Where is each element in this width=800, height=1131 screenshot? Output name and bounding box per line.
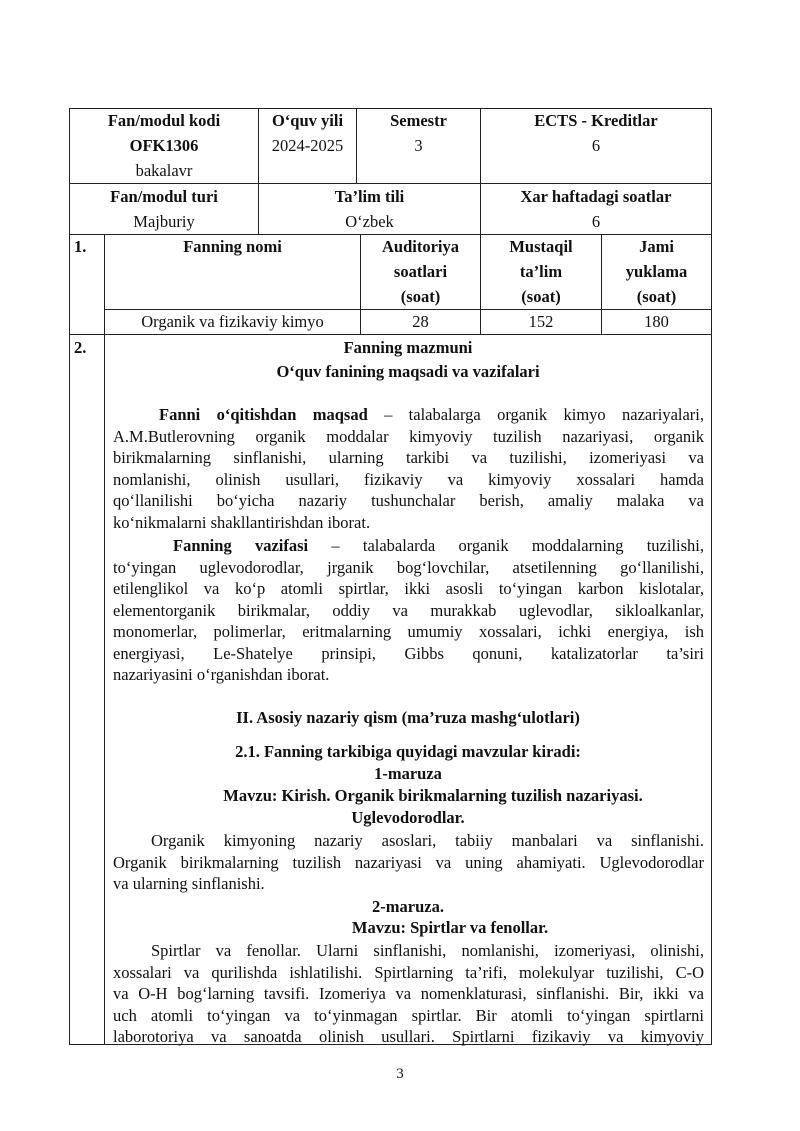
goal-paragraph xyxy=(113,404,704,533)
independent-hours-value: 152 xyxy=(528,312,554,331)
lecture1-line: va ularning sinflanishi. xyxy=(113,874,265,893)
weekly-hours-value: 6 xyxy=(591,212,601,231)
task-line: – talabalarda organik moddalarning tuzilishi, xyxy=(308,536,705,555)
lecture2-label: 2-maruza. xyxy=(372,897,444,916)
lecture2-paragraph xyxy=(113,940,704,1048)
total-l3: (soat) xyxy=(636,287,677,306)
section-title: Fanning mazmuni xyxy=(343,338,473,357)
total-l1: Jami xyxy=(639,237,674,256)
lecture1-topic-cont: Uglevodorodlar. xyxy=(351,808,465,827)
task-line: elementorganik birikmalar, oddiy va murakkab uglevodlar, sikloalkanlar, xyxy=(113,600,704,620)
subject-name-value: Organik va fizikaviy kimyo xyxy=(141,312,324,331)
lecture1-line: Organik kimyoning nazariy asoslari, tabiiy manbalari va sinflanishi. xyxy=(151,831,704,850)
goal-lead: Fanni o‘qitishdan maqsad xyxy=(159,405,368,424)
auditorium-l1: Auditoriya xyxy=(381,237,459,256)
total-l2: yuklama xyxy=(625,262,688,281)
task-lead: Fanning vazifasi xyxy=(173,536,309,555)
cell-total-load-header xyxy=(602,234,711,309)
task-line: energiyasi, Le-Shatelye prinsipi, Gibbs qonuni, katalizatorlar ta’siri xyxy=(113,643,704,663)
lecture2-line: uch atomli to‘yingan va to‘yinmagan spirtlar. Bir atomli to‘yingan spirtlarni xyxy=(113,1005,704,1025)
lecture2-line: Spirtlar va fenollar. Ularni sinflanishi, nomlanishi, izomeriyasi, olinishi, xyxy=(151,941,704,960)
module-code-value: OFK1306 xyxy=(129,136,199,155)
table-border-right xyxy=(711,108,712,1045)
row-number-1: 1. xyxy=(74,237,87,256)
task-paragraph xyxy=(113,535,704,686)
independent-l3: (soat) xyxy=(521,287,561,306)
cell-module-code xyxy=(70,108,258,183)
cell-language xyxy=(259,184,480,234)
lecture1-topic: Mavzu: Kirish. Organik birikmalarning tuzilish nazariyasi. xyxy=(223,786,643,805)
goal-line: qo‘llanilishi bo‘yicha nazariy tushunchalar berish, amaliy malaka va xyxy=(113,491,704,510)
lecture1-paragraph xyxy=(113,830,704,895)
goal-line: birikmalarning sinflanishi, ularning tarkibi va tuzilishi, izomeriyasi va xyxy=(113,448,704,467)
language-value: O‘zbek xyxy=(345,212,394,231)
lecture2-line: va O-H bog‘larning tavsifi. Izomeriya va nomenklaturasi, sinflanishi. Bir, ikki va xyxy=(113,984,704,1003)
task-line: etilenglikol va ko‘p atomli spirtlar, ikki asosli to‘yingan karbon kislotalar, xyxy=(113,579,704,598)
semester-label: Semestr xyxy=(390,111,447,130)
module-level: bakalavr xyxy=(135,161,193,180)
auditorium-l2: soatlari xyxy=(393,262,448,281)
module-type-value: Majburiy xyxy=(133,212,195,231)
auditorium-hours-value: 28 xyxy=(412,312,429,331)
lecture2-line: xossalari va qurilishda ishlatilishi. Spirtlarning ta’rifi, molekulyar tuzilishi, C-O xyxy=(113,962,704,982)
lecture1-label: 1-maruza xyxy=(374,764,442,783)
semester-value: 3 xyxy=(414,136,423,155)
table-border-left xyxy=(69,108,70,1045)
cell-independent-hours-header xyxy=(481,234,601,309)
task-line: nazariyasini o‘rganishdan iborat. xyxy=(113,665,330,684)
ects-value: 6 xyxy=(591,136,601,155)
part2-subtitle: 2.1. Fanning tarkibiga quyidagi mavzular kiradi: xyxy=(235,742,581,761)
goal-line: A.M.Butlerovning organik moddalar kimyoviy tuzilish nazariyasi, organik xyxy=(113,426,704,446)
total-load-value: 180 xyxy=(644,312,669,331)
module-type-label: Fan/modul turi xyxy=(110,187,218,206)
cell-module-type xyxy=(70,184,258,234)
auditorium-l3: (soat) xyxy=(400,287,441,306)
cell-auditorium-hours-header xyxy=(361,234,480,309)
academic-year-label: O‘quv yili xyxy=(271,111,344,130)
cell-ects xyxy=(481,108,711,158)
row-number-2: 2. xyxy=(74,338,87,357)
cell-semester xyxy=(357,108,480,158)
weekly-hours-label: Xar haftadagi soatlar xyxy=(520,187,672,206)
lecture2-topic: Mavzu: Spirtlar va fenollar. xyxy=(351,918,549,937)
section-subtitle: O‘quv fanining maqsadi va vazifalari xyxy=(276,362,540,381)
goal-line: – talabalarga organik kimyo nazariyalari, xyxy=(367,405,704,424)
language-label: Ta’lim tili xyxy=(334,187,405,206)
academic-year-value: 2024-2025 xyxy=(271,136,344,155)
cell-academic-year xyxy=(259,108,356,158)
goal-line: nomlanishi, olinish usullari, fizikaviy va kimyoviy xossalari hamda xyxy=(113,469,704,489)
task-line: monomerlar, polimerlar, eritmalarning umumiy xossalari, ichki energiya, ish xyxy=(113,622,704,641)
page-number: 3 xyxy=(396,1066,404,1082)
part2-title: II. Asosiy nazariy qism (ma’ruza mashg‘ulotlari) xyxy=(236,708,580,727)
module-code-label: Fan/modul kodi xyxy=(107,111,221,130)
task-line: to‘yingan uglevodorodlar, jrganik bog‘lovchilar, atsetilenning go‘llanilishi, xyxy=(113,557,704,577)
cell-weekly-hours xyxy=(481,184,711,234)
goal-line: ko‘nikmalarni shakllantirishdan iborat. xyxy=(113,512,371,532)
independent-l2: ta’lim xyxy=(519,262,563,281)
independent-l1: Mustaqil xyxy=(509,237,573,256)
lecture1-line: Organik birikmalarning tuzilish nazariyasi va uning ahamiyati. Uglevodorodlar xyxy=(113,852,704,872)
lecture2-line: laborotoriya va sanoatda olinish usullari. Spirtlarni fizikaviy va kimyoviy xyxy=(113,1027,704,1046)
subject-name-label: Fanning nomi xyxy=(183,237,282,256)
ects-label: ECTS - Kreditlar xyxy=(534,111,658,130)
